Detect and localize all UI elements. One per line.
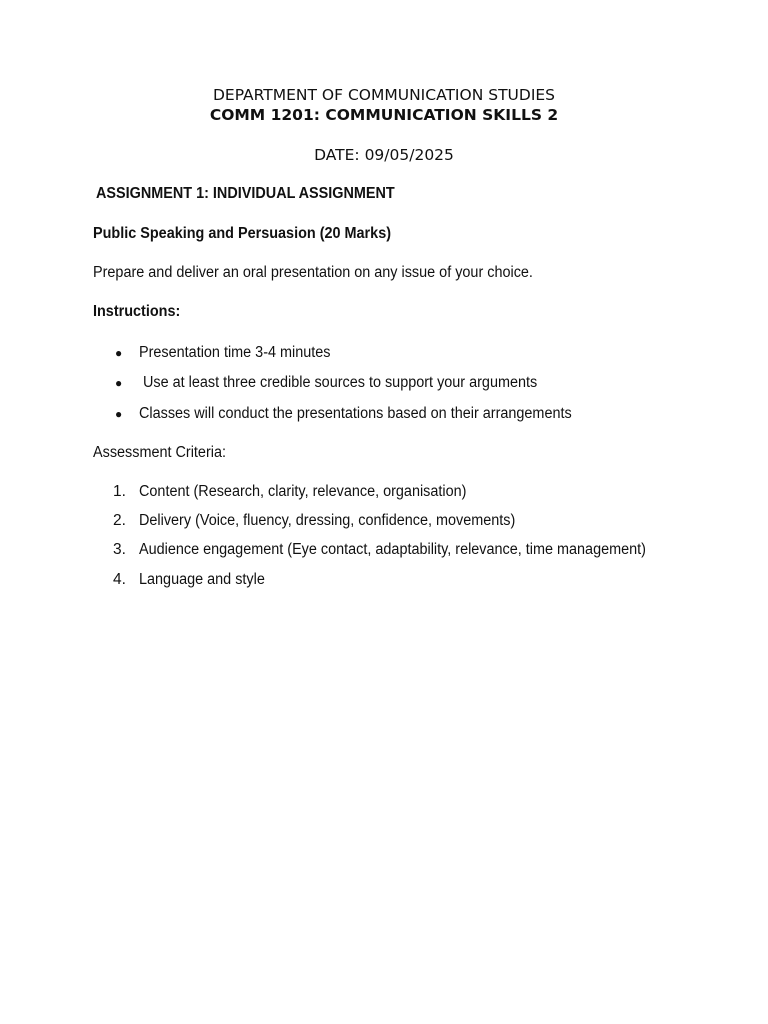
list-item: [0, 405, 768, 427]
date-line: DATE: 09/05/2025: [314, 146, 454, 164]
instruction-text: Presentation time 3-4 minutes: [139, 344, 331, 361]
list-item: [0, 571, 768, 593]
intro-paragraph: Prepare and deliver an oral presentation on any issue of your choice.: [93, 264, 533, 281]
instructions-heading: Instructions:: [93, 303, 181, 320]
list-item: [0, 344, 768, 366]
department-heading: DEPARTMENT OF COMMUNICATION STUDIES: [212, 86, 556, 104]
section-title: Public Speaking and Persuasion (20 Marks): [93, 225, 392, 242]
instruction-text: Classes will conduct the presentations based on their arrangements: [139, 405, 572, 422]
criteria-text: Content (Research, clarity, relevance, organisation): [139, 483, 467, 500]
list-number: 3.: [113, 541, 126, 558]
list-number: 4.: [113, 571, 126, 588]
bullet-icon: ●: [115, 376, 123, 390]
criteria-text: Delivery (Voice, fluency, dressing, confidence, movements): [139, 512, 516, 529]
instruction-text: Use at least three credible sources to support your arguments: [139, 374, 538, 391]
list-number: 1.: [113, 483, 126, 500]
list-number: 2.: [113, 512, 126, 529]
bullet-icon: ●: [115, 346, 123, 360]
assignment-title: ASSIGNMENT 1: INDIVIDUAL ASSIGNMENT: [96, 185, 395, 202]
bullet-icon: ●: [115, 407, 123, 421]
course-title: COMM 1201: COMMUNICATION SKILLS 2: [209, 106, 559, 124]
criteria-text: Language and style: [139, 571, 265, 588]
list-item: [0, 374, 768, 396]
list-item: [0, 541, 768, 563]
criteria-heading: Assessment Criteria:: [93, 444, 226, 461]
list-item: [0, 512, 768, 534]
list-item: [0, 483, 768, 505]
criteria-text: Audience engagement (Eye contact, adaptability, relevance, time management): [139, 541, 646, 558]
